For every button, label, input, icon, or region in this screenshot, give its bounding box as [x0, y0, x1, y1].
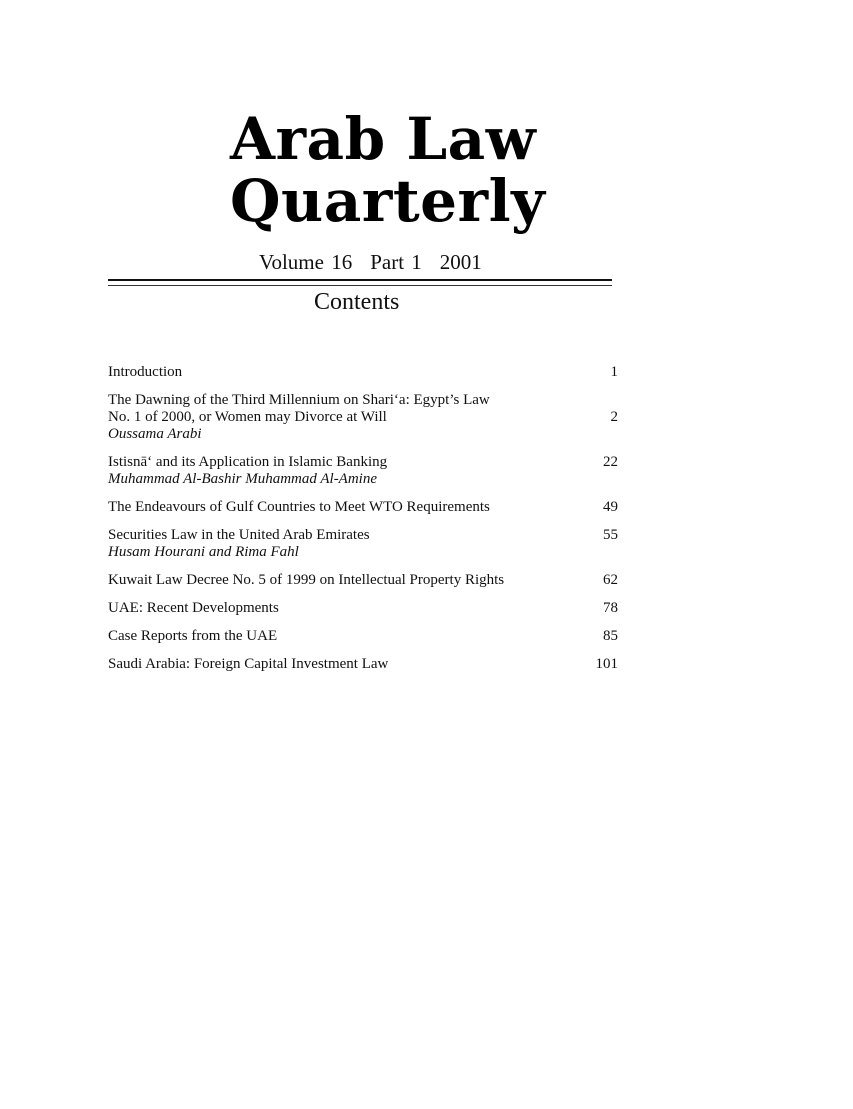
publication-year: 2001: [439, 250, 482, 274]
toc-entry: [108, 499, 618, 516]
toc-entry-title: [108, 656, 618, 673]
toc-entry-title-line: Case Reports from the UAE: [108, 628, 278, 644]
toc-entry: [108, 628, 618, 645]
toc-entry-title-line: The Endeavours of Gulf Countries to Meet WTO Requirements: [108, 499, 490, 515]
toc-entry-author: Oussama Arabi: [108, 426, 202, 442]
toc-entry: [108, 364, 618, 381]
toc-entry-page-number: 55: [603, 527, 618, 543]
toc-entry-title-line: Securities Law in the United Arab Emirates: [108, 527, 370, 543]
toc-entry-page-number: 1: [610, 364, 618, 380]
toc-entry: [108, 454, 618, 488]
toc-entry-page-number: 22: [603, 454, 618, 470]
toc-entry-title-line: Istisnā‘ and its Application in Islamic Banking: [108, 454, 388, 470]
toc-entry: [108, 392, 618, 443]
toc-entry-title: [108, 628, 618, 645]
toc-entry-author: Husam Hourani and Rima Fahl: [108, 544, 299, 560]
issue-info: [259, 250, 482, 275]
toc-entry-title-line: Kuwait Law Decree No. 5 of 1999 on Intellectual Property Rights: [108, 572, 505, 588]
toc-entry-page-number: 78: [603, 600, 618, 616]
toc-entry-author: Muhammad Al-Bashir Muhammad Al-Amine: [108, 471, 378, 487]
toc-entry-title: [108, 454, 618, 471]
toc-entry-title-line: Saudi Arabia: Foreign Capital Investment Law: [108, 656, 389, 672]
header-rule-thin: [108, 285, 612, 286]
header-rule-thick: [108, 279, 612, 281]
toc-entry-title-line: UAE: Recent Developments: [108, 600, 279, 616]
toc-entry-page-number: 62: [603, 572, 618, 588]
toc-entry-title-line: No. 1 of 2000, or Women may Divorce at Will: [108, 409, 387, 425]
toc-entry-title: [108, 600, 618, 617]
toc-entry-title-line: The Dawning of the Third Millennium on Shari‘a: Egypt’s Law: [108, 392, 490, 408]
journal-title-line-2: Quarterly: [230, 167, 546, 235]
toc-entry-page-number: 49: [603, 499, 618, 515]
toc-entry-title: [108, 392, 618, 426]
toc-entry-title: [108, 364, 618, 381]
part-number: Part 1: [370, 250, 422, 274]
volume-number: Volume 16: [259, 250, 353, 274]
toc-entry-page-number: 2: [610, 409, 618, 425]
toc-entry-title: [108, 527, 618, 544]
toc-entry-page-number: 85: [603, 628, 618, 644]
journal-masthead: [230, 105, 546, 235]
journal-title-line-1: Arab Law: [230, 105, 537, 173]
toc-entry-page-number: 101: [595, 656, 618, 672]
toc-entry: [108, 572, 618, 589]
table-of-contents: [108, 364, 618, 684]
toc-entry: [108, 656, 618, 673]
toc-entry: [108, 527, 618, 561]
contents-heading: Contents: [314, 289, 400, 315]
toc-entry: [108, 600, 618, 617]
toc-entry-title: [108, 572, 618, 589]
toc-entry-title: [108, 499, 618, 516]
toc-entry-title-line: Introduction: [108, 364, 183, 380]
